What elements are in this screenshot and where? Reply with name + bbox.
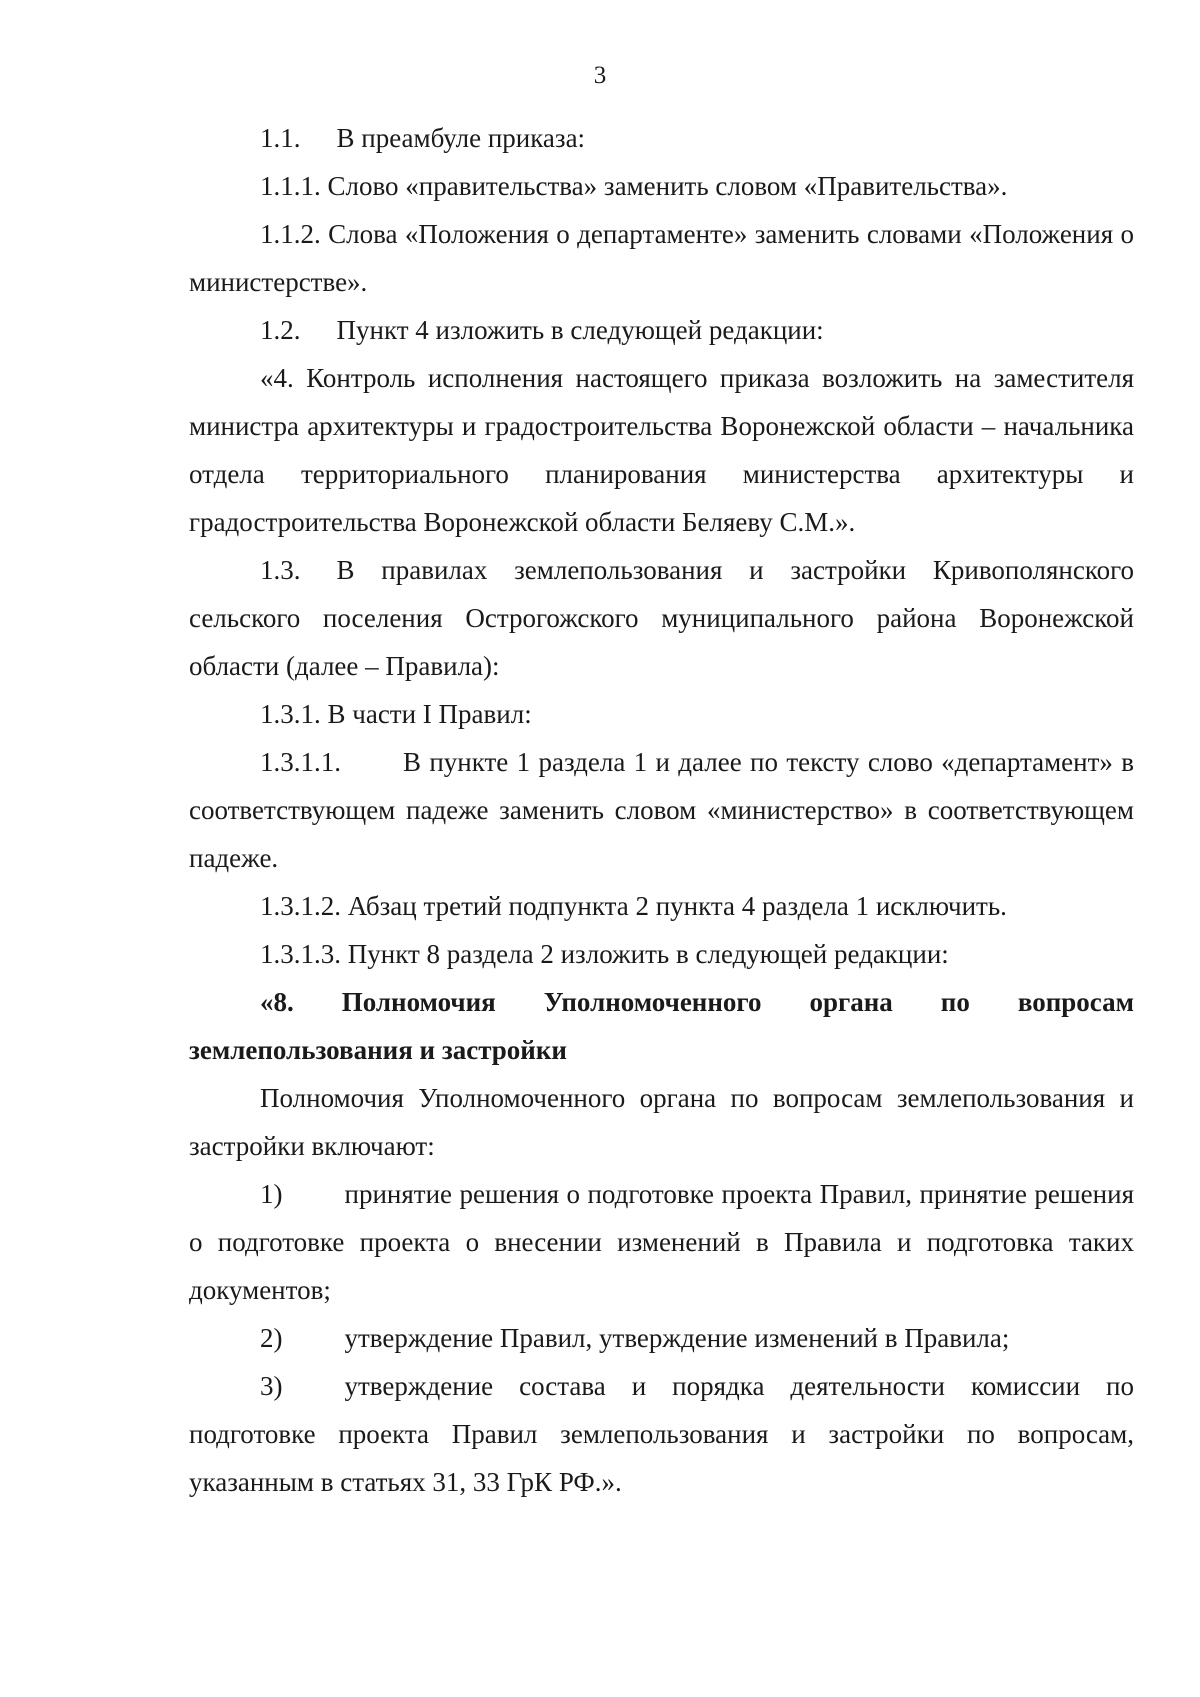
page-number: 3 [593,62,607,89]
paragraph-1-3 [189,546,1134,690]
item-text: В правилах землепользования и застройки Кривополянского сельского поселения Острогожского муниципального района Воронежской области (далее – Правила): [189,555,1134,681]
item-text: утверждение состава и порядка деятельности комиссии по подготовке проекта Правил землепользования и застройки по вопросам, указанным в статьях 31, 33 ГрК РФ.». [189,1371,1134,1497]
document-body [189,114,1134,1506]
item-text: принятие решения о подготовке проекта Правил, принятие решения о подготовке проекта о внесении изменений в Правила и подготовка таких документов; [189,1179,1134,1305]
paragraph-1-3-1-1 [189,738,1134,882]
list-item-2 [189,1314,1134,1362]
paragraph-1-1-2: 1.1.2. Слова «Положения о департаменте» заменить словами «Положения о министерстве». [189,219,1134,297]
paragraph-1-3-1-2: 1.3.1.2. Абзац третий подпункта 2 пункта 4 раздела 1 исключить. [260,891,1007,921]
paragraph-quote-4: «4. Контроль исполнения настоящего приказа возложить на заместителя министра архитектуры и градостроительства Воронежской области – начальника отдела территориального планирования министерства архитектуры и градостроительства Воронежской области Беляеву С.М.». [189,363,1134,537]
list-item-1 [189,1170,1134,1314]
item-number: 1.3. [260,555,301,585]
item-number: 3) [260,1371,283,1401]
item-number: 2) [260,1323,283,1353]
item-number: 1.1. [260,123,301,153]
item-number: 1.3.1.1. [260,747,341,777]
item-number: 1) [260,1179,283,1209]
paragraph-powers-intro: Полномочия Уполномоченного органа по вопросам землепользования и застройки включают: [189,1083,1134,1161]
paragraph-1-2 [189,306,1134,354]
item-text: утверждение Правил, утверждение изменений в Правила; [344,1323,1010,1353]
item-text: В преамбуле приказа: [336,123,586,153]
paragraph-1-1-1: 1.1.1. Слово «правительства» заменить словом «Правительства». [260,171,1008,201]
paragraph-1-3-1: 1.3.1. В части I Правил: [260,699,532,729]
item-text: Пункт 4 изложить в следующей редакции: [336,315,824,345]
paragraph-1-1 [189,114,1134,162]
paragraph-1-3-1-3: 1.3.1.3. Пункт 8 раздела 2 изложить в следующей редакции: [260,939,949,969]
item-text: В пункте 1 раздела 1 и далее по тексту слово «департамент» в соответствующем падеже заменить словом «министерство» в соответствующем падеже. [189,747,1134,873]
section-8-heading: «8. Полномочия Уполномоченного органа по вопросам землепользования и застройки [189,987,1134,1065]
item-number: 1.2. [260,315,301,345]
list-item-3 [189,1362,1134,1506]
